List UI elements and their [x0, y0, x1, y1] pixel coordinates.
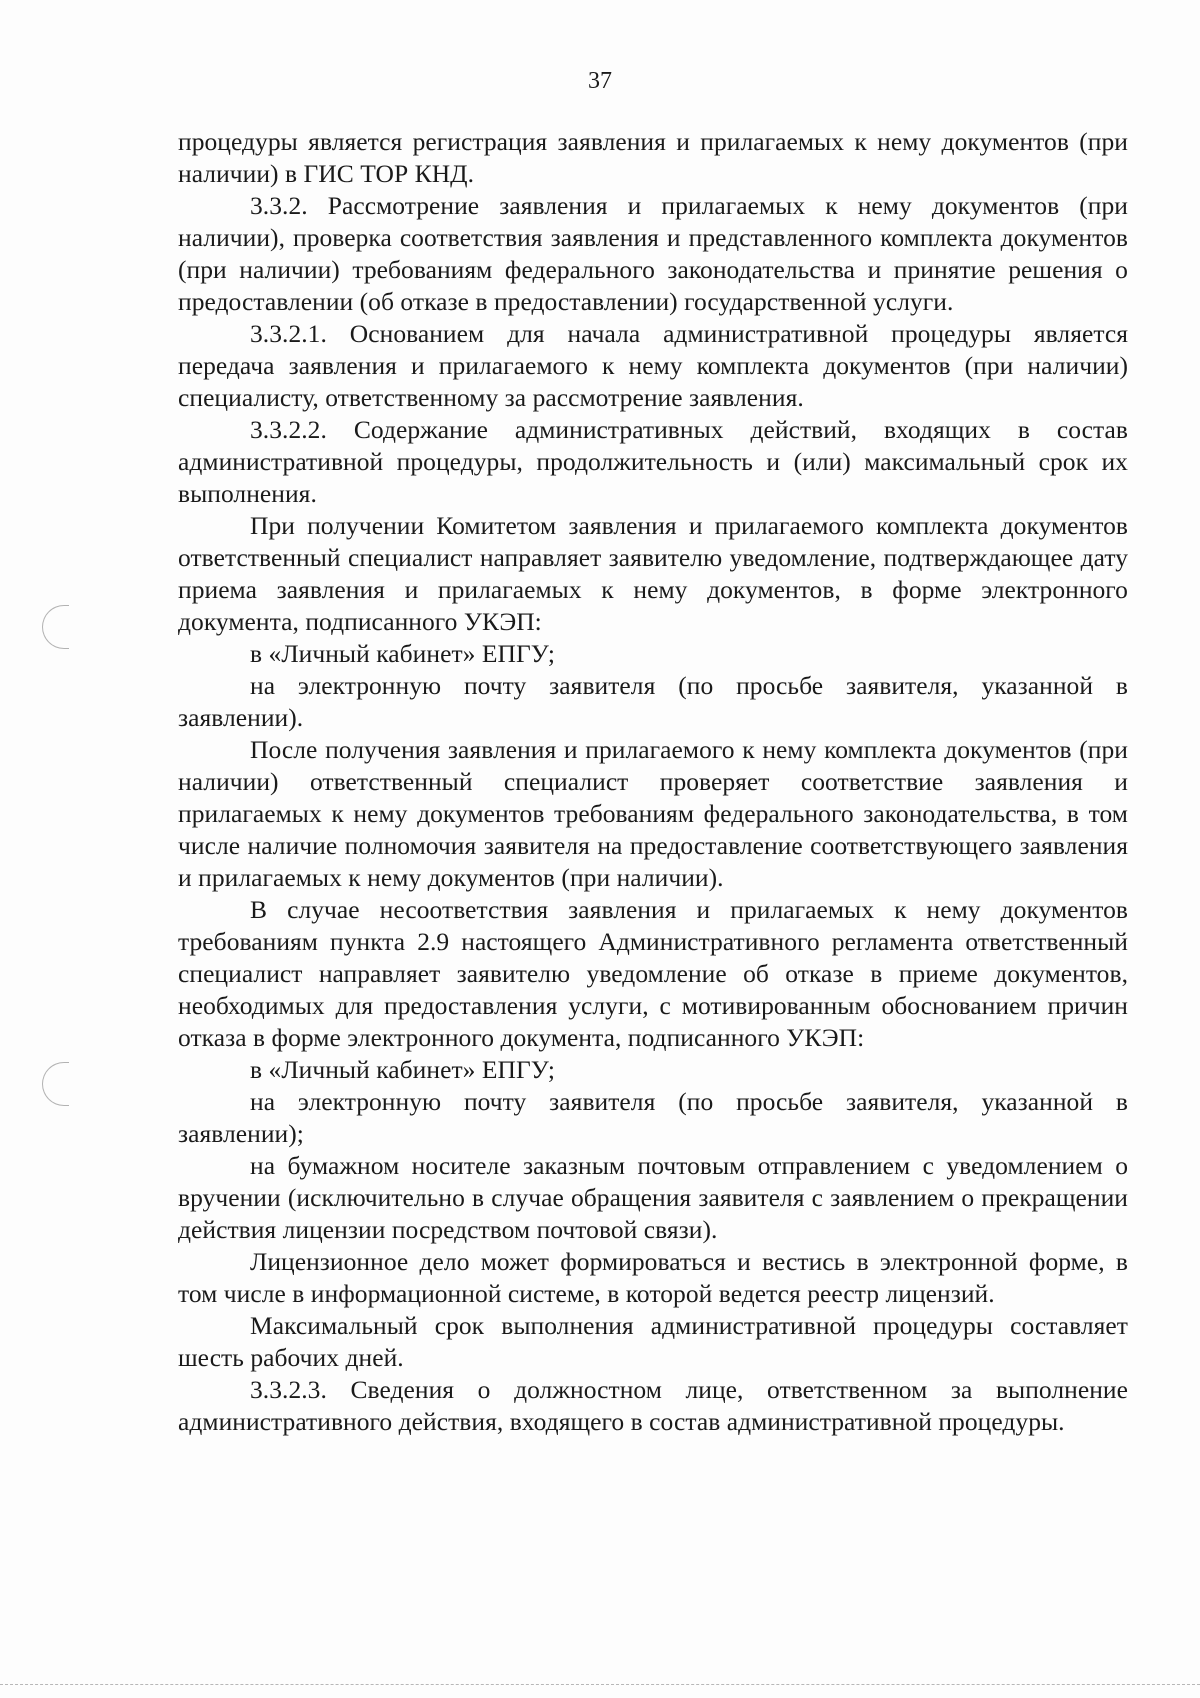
list-item: в «Личный кабинет» ЕПГУ; — [250, 1055, 556, 1084]
paragraph: После получения заявления и прилагаемого к нему комплекта документов (при наличии) ответственный специалист проверяет соответствие заявления и прилагаемых к нему документов требованиям федерального законодательства, в том числе наличие полномочия заявителя на предоставление соответствующего заявления и прилагаемых к нему документов (при наличии). — [178, 735, 1128, 892]
paragraph-continuation: процедуры является регистрация заявления и прилагаемых к нему документов (при наличии) в ГИС ТОР КНД. — [178, 127, 1128, 188]
page-number: 37 — [588, 68, 612, 94]
paragraph: В случае несоответствия заявления и прилагаемых к нему документов требованиям пункта 2.9 настоящего Административного регламента ответственный специалист направляет заявителю уведомление об отказе в приеме документов, необходимых для предоставления услуги, с мотивированным обоснованием причин отказа в форме электронного документа, подписанного УКЭП: — [178, 895, 1128, 1052]
list-item: на электронную почту заявителя (по просьбе заявителя, указанной в заявлении); — [178, 1087, 1128, 1148]
section-3-3-2-2: 3.3.2.2. Содержание административных действий, входящих в состав административной процедуры, продолжительность и (или) максимальный срок их выполнения. — [178, 415, 1128, 508]
paragraph: При получении Комитетом заявления и прилагаемого комплекта документов ответственный специалист направляет заявителю уведомление, подтверждающее дату приема заявления и прилагаемых к нему документов, в форме электронного документа, подписанного УКЭП: — [178, 511, 1128, 636]
section-3-3-2-3: 3.3.2.3. Сведения о должностном лице, ответственном за выполнение административного действия, входящего в состав административной процедуры. — [178, 1375, 1128, 1436]
list-item: в «Личный кабинет» ЕПГУ; — [250, 639, 556, 668]
section-3-3-2-1: 3.3.2.1. Основанием для начала административной процедуры является передача заявления и прилагаемого к нему комплекта документов (при наличии) специалисту, ответственному за рассмотрение заявления. — [178, 319, 1128, 412]
punch-hole-mark — [42, 1062, 69, 1106]
document-body — [178, 126, 1128, 1438]
paragraph: Лицензионное дело может формироваться и вестись в электронной форме, в том числе в информационной системе, в которой ведется реестр лицензий. — [178, 1247, 1128, 1308]
list-item: на бумажном носителе заказным почтовым отправлением с уведомлением о вручении (исключительно в случае обращения заявителя с заявлением о прекращении действия лицензии посредством почтовой связи). — [178, 1151, 1128, 1244]
list-item: на электронную почту заявителя (по просьбе заявителя, указанной в заявлении). — [178, 671, 1128, 732]
punch-hole-mark — [42, 605, 69, 649]
section-3-3-2: 3.3.2. Рассмотрение заявления и прилагаемых к нему документов (при наличии), проверка соответствия заявления и представленного комплекта документов (при наличии) требованиям федерального законодательства и принятие решения о предоставлении (об отказе в предоставлении) государственной услуги. — [178, 191, 1128, 316]
scan-bottom-edge — [0, 1684, 1200, 1685]
paragraph: Максимальный срок выполнения административной процедуры составляет шесть рабочих дней. — [178, 1311, 1128, 1372]
